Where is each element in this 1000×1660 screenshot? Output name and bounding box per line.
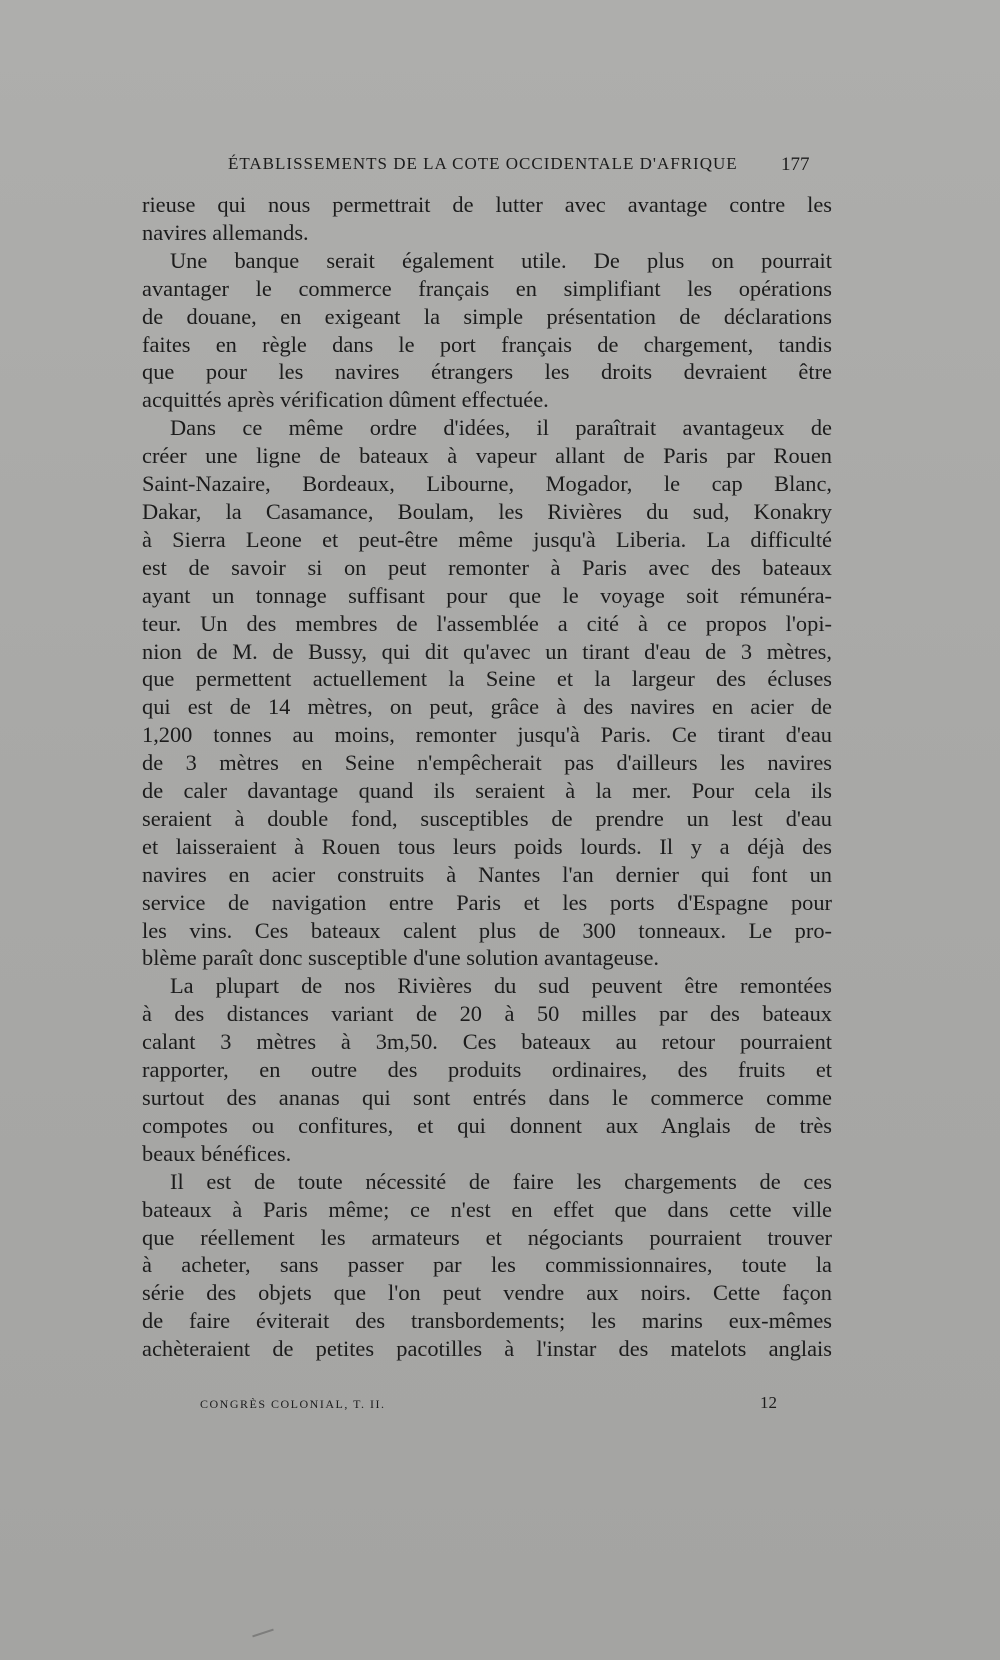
running-header: ÉTABLISSEMENTS DE LA COTE OCCIDENTALE D'AFRIQUE bbox=[228, 154, 738, 173]
text-line: à des distances variant de 20 à 50 milles par des bateaux bbox=[142, 1001, 832, 1027]
text-line: bateaux à Paris même; ce n'est en effet que dans cette ville bbox=[142, 1196, 832, 1222]
text-line: de 3 mètres en Seine n'empêcherait pas d'ailleurs les navires bbox=[142, 750, 832, 776]
text-line: navires allemands. bbox=[142, 219, 309, 245]
text-line: teur. Un des membres de l'assemblée a cité à ce propos l'opi- bbox=[142, 610, 832, 636]
text-line: navires en acier construits à Nantes l'an dernier qui font un bbox=[142, 861, 832, 887]
sheet-number: 12 bbox=[760, 1393, 777, 1412]
page-number: 177 bbox=[781, 154, 810, 175]
text-line: de caler davantage quand ils seraient à la mer. Pour cela ils bbox=[142, 778, 832, 804]
text-line: à acheter, sans passer par les commissionnaires, toute la bbox=[142, 1252, 832, 1278]
text-line: 1,200 tonnes au moins, remonter jusqu'à Paris. Ce tirant d'eau bbox=[142, 722, 832, 748]
text-line: est de savoir si on peut remonter à Paris avec des bateaux bbox=[142, 554, 832, 580]
text-line: que pour les navires étrangers les droits devraient être bbox=[142, 359, 832, 385]
text-line: de faire éviterait des transbordements; les marins eux-mêmes bbox=[142, 1308, 832, 1334]
text-line: seraient à double fond, susceptibles de prendre un lest d'eau bbox=[142, 805, 832, 831]
text-line: ayant un tonnage suffisant pour que le voyage soit rémunéra- bbox=[142, 582, 832, 608]
text-line: série des objets que l'on peut vendre aux noirs. Cette façon bbox=[142, 1280, 832, 1306]
text-line: les vins. Ces bateaux calent plus de 300 tonneaux. Le pro- bbox=[142, 917, 832, 943]
text-line: Saint-Nazaire, Bordeaux, Libourne, Mogador, le cap Blanc, bbox=[142, 471, 832, 497]
text-line: qui est de 14 mètres, on peut, grâce à des navires en acier de bbox=[142, 694, 832, 720]
text-line: que permettent actuellement la Seine et la largeur des écluses bbox=[142, 666, 832, 692]
text-line: Dans ce même ordre d'idées, il paraîtrait avantageux de bbox=[170, 415, 832, 441]
body-text bbox=[142, 191, 832, 1363]
text-line: que réellement les armateurs et négociants pourraient trouver bbox=[142, 1224, 832, 1250]
text-line: avantager le commerce français en simplifiant les opérations bbox=[142, 275, 832, 301]
text-line: calant 3 mètres à 3m,50. Ces bateaux au retour pourraient bbox=[142, 1029, 832, 1055]
text-line: de douane, en exigeant la simple présentation de déclarations bbox=[142, 303, 832, 329]
text-line: acquittés après vérification dûment effectuée. bbox=[142, 387, 549, 413]
footer-signature: CONGRÈS COLONIAL, T. II. bbox=[200, 1397, 386, 1411]
text-line: Il est de toute nécessité de faire les chargements de ces bbox=[170, 1168, 832, 1194]
text-line: à Sierra Leone et peut-être même jusqu'à Liberia. La difficulté bbox=[142, 526, 832, 552]
text-line: Dakar, la Casamance, Boulam, les Rivières du sud, Konakry bbox=[142, 498, 832, 524]
text-line: et laisseraient à Rouen tous leurs poids lourds. Il y a déjà des bbox=[142, 833, 832, 859]
text-line: rieuse qui nous permettrait de lutter avec avantage contre les bbox=[142, 192, 832, 217]
text-line: créer une ligne de bateaux à vapeur allant de Paris par Rouen bbox=[142, 443, 832, 469]
text-line: faites en règle dans le port français de chargement, tandis bbox=[142, 331, 832, 357]
text-line: service de navigation entre Paris et les ports d'Espagne pour bbox=[142, 889, 832, 915]
paper-speck bbox=[252, 1629, 274, 1638]
text-line: beaux bénéfices. bbox=[142, 1140, 292, 1166]
text-line: Une banque serait également utile. De plus on pourrait bbox=[170, 247, 832, 273]
text-line: La plupart de nos Rivières du sud peuvent être remontées bbox=[170, 973, 832, 999]
text-line: rapporter, en outre des produits ordinaires, des fruits et bbox=[142, 1057, 832, 1083]
text-line: compotes ou confitures, et qui donnent aux Anglais de très bbox=[142, 1112, 832, 1138]
text-line: achèteraient de petites pacotilles à l'instar des matelots anglais bbox=[142, 1336, 832, 1362]
text-line: surtout des ananas qui sont entrés dans le commerce comme bbox=[142, 1085, 832, 1110]
text-line: blème paraît donc susceptible d'une solution avantageuse. bbox=[142, 945, 659, 971]
text-line: nion de M. de Bussy, qui dit qu'avec un tirant d'eau de 3 mètres, bbox=[142, 638, 832, 664]
